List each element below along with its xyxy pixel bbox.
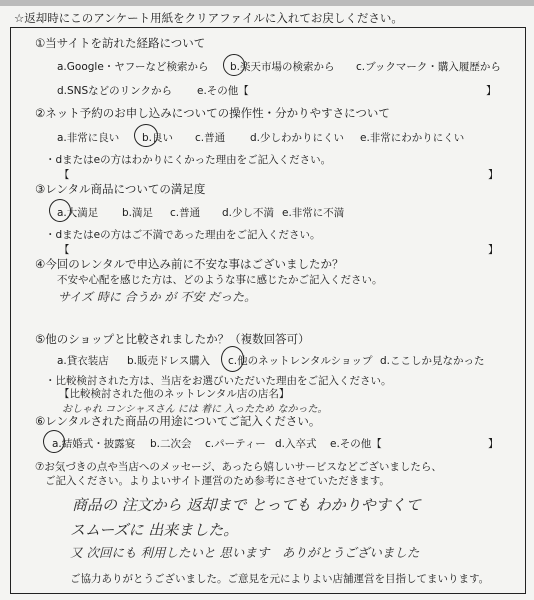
q3-option-e[interactable]: e.非常に不満 [282,207,345,219]
q2-reason-open: 【 [59,169,70,181]
q5-reason-label: ・比較検討された方は、当店をお選びいただいた理由をご記入ください。 [45,375,392,387]
q3-reason-open: 【 [59,244,70,256]
q1-title: ①当サイトを訪れた経路について [35,36,206,50]
q2-option-e[interactable]: e.非常にわかりにくい [360,132,465,144]
q5-title: ⑤他のショップと比較されましたか？（複数回答可） [35,332,310,346]
q2-reason-label: ・dまたはeの方はわかりにくかった理由をご記入ください。 [45,154,332,166]
footer-thanks: ご協力ありがとうございました。ご意見を元によりよい店舗運営を目指してまいります。 [70,573,490,585]
q3-reason-label: ・dまたはeの方はご不満であった理由をご記入ください。 [45,229,321,241]
q6-option-e[interactable]: e.その他【 [330,438,382,450]
q7-handwritten-line-1: 商品の 注文から 返却まで とっても わかりやすくて [72,496,421,514]
q5-option-c[interactable]: c.他のネットレンタルショップ [228,355,373,367]
q2-reason-close: 】 [488,169,499,181]
q5-option-d[interactable]: d.ここしか見なかった [380,355,485,367]
q7-subtitle: ご記入ください。よりよいサイト運営のため参考にさせていただきます。 [45,475,390,487]
q3-option-a[interactable]: a.大満足 [57,207,99,219]
top-edge [0,0,534,6]
q5-reason-shopname: 【比較検討された他のネットレンタル店の店名】 [59,388,290,400]
q7-title: ⑦お気づきの点や当店へのメッセージ、あったら嬉しいサービスなどございましたら、 [35,461,442,473]
q2-option-d[interactable]: d.少しわかりにくい [250,132,345,144]
q1-option-b[interactable]: b.楽天市場の検索から [230,61,335,73]
q1-option-e-close: 】 [486,85,497,97]
q2-option-b[interactable]: b.良い [142,132,174,144]
q1-option-d[interactable]: d.SNSなどのリンクから [57,85,172,97]
q3-title: ③レンタル商品についての満足度 [35,182,206,196]
q4-subtitle: 不安や心配を感じた方は、どのような事に感じたかご記入ください。 [57,274,383,286]
q6-option-c[interactable]: c.パーティー [205,438,266,450]
q6-selected-circle [43,430,65,453]
q4-title: ④今回のレンタルで申込み前に不安な事はございましたか？ [35,257,344,271]
q6-option-a[interactable]: a.結婚式・披露宴 [52,438,136,450]
q2-title: ②ネット予約のお申し込みについての操作性・分かりやすさについて [35,106,390,120]
q5-selected-circle [221,346,244,372]
q5-option-a[interactable]: a.貸衣装店 [57,355,109,367]
q3-selected-circle [49,199,71,222]
header-note: ☆返却時にこのアンケート用紙をクリアファイルに入れてお戻しください。 [14,11,403,25]
q3-option-d[interactable]: d.少し不満 [222,207,275,219]
q6-option-d[interactable]: d.入卒式 [275,438,317,450]
q5-handwritten-answer: おしゃれ コンシャスさん には 着に 入ったため なかった。 [62,404,328,415]
q6-title: ⑥レンタルされた商品の用途についてご記入ください。 [35,414,321,428]
q2-option-c[interactable]: c.普通 [195,132,226,144]
q3-option-b[interactable]: b.満足 [122,207,154,219]
q7-handwritten-line-3: 又 次回にも 利用したいと 思います ありがとうございました [70,545,420,560]
q4-handwritten-answer: サイズ 時に 合うか が 不安 だった。 [58,290,257,304]
q1-option-c[interactable]: c.ブックマーク・購入履歴から [356,61,501,73]
q3-option-c[interactable]: c.普通 [170,207,201,219]
q1-option-a[interactable]: a.Google・ヤフーなど検索から [57,61,209,73]
q1-option-e[interactable]: e.その他【 [197,85,249,97]
q2-selected-circle [134,124,158,147]
q2-option-a[interactable]: a.非常に良い [57,132,120,144]
q3-reason-close: 】 [488,244,499,256]
q1-selected-circle [223,54,245,76]
q5-option-b[interactable]: b.販売ドレス購入 [127,355,211,367]
q6-option-e-close: 】 [488,438,499,450]
q6-option-b[interactable]: b.二次会 [150,438,192,450]
q7-handwritten-line-2: スムーズに 出来ました。 [70,521,239,539]
